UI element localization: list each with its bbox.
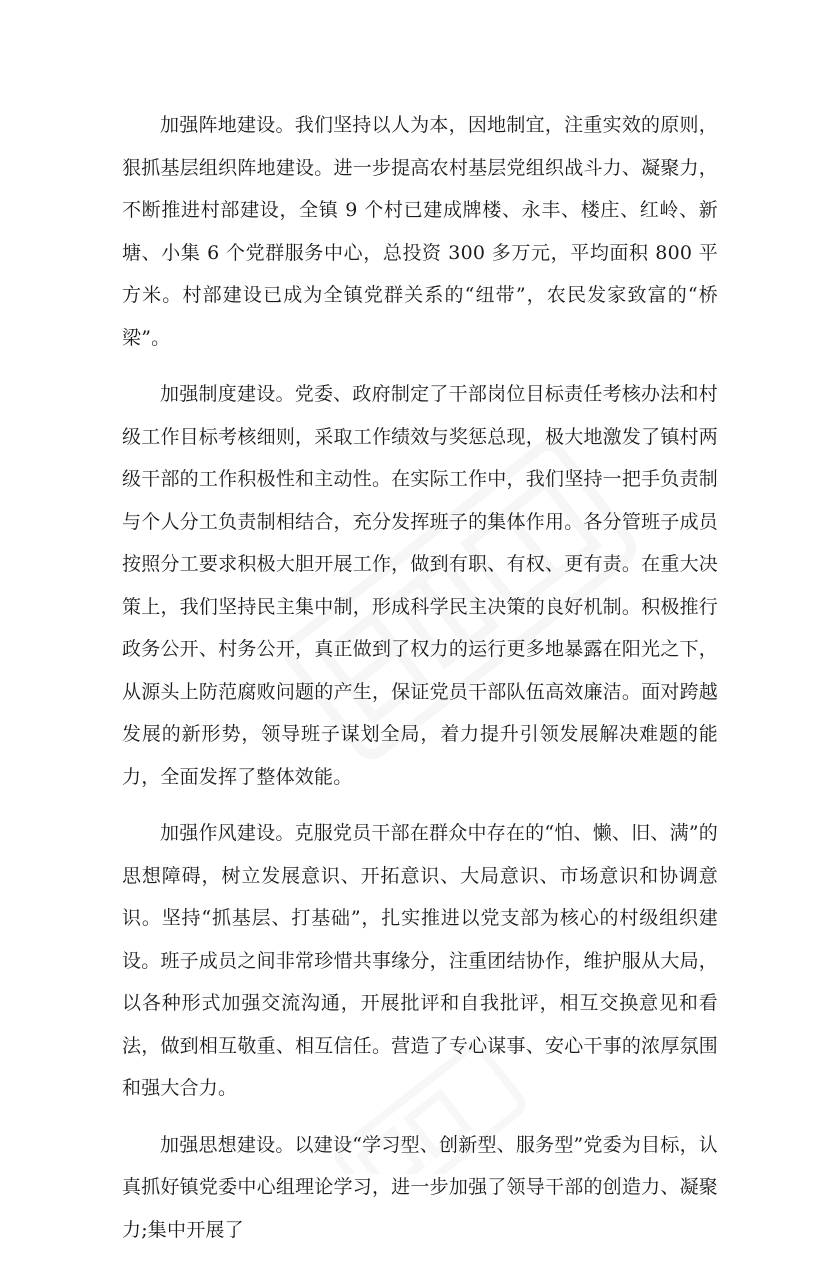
document-body — [122, 104, 718, 1265]
paragraph-style-building: 加强作风建设。克服党员干部在群众中存在的“怕、懒、旧、满”的思想障碍，树立发展意识、开拓意识、大局意识、市场意识和协调意识。坚持“抓基层、打基础”，扎实推进以党支部为核心的村级组织建设。班子成员之间非常珍惜共事缘分，注重团结协作，维护服从大局，以各种形式加强交流沟通，开展批评和自我批评，相互交换意见和看法，做到相互敬重、相互信任。营造了专心谋事、安心干事的浓厚氛围和强大合力。 — [122, 822, 718, 1099]
paragraph-ideology-building: 加强思想建设。以建设“学习型、创新型、服务型”党委为目标，认真抓好镇党委中心组理论学习，进一步加强了领导干部的创造力、凝聚力;集中开展了 — [122, 1133, 718, 1241]
paragraph-position-building: 加强阵地建设。我们坚持以人为本，因地制宜，注重实效的原则，狠抓基层组织阵地建设。进一步提高农村基层党组织战斗力、凝聚力，不断推进村部建设，全镇 9 个村已建成牌楼、永丰、楼庄、红岭、新塘、小集 6 个党群服务中心，总投资 300 多万元，平均面积 800 平方米。村部建设已成为全镇党群关系的“纽带”，农民发家致富的“桥梁”。 — [122, 114, 718, 349]
paragraph-system-building: 加强制度建设。党委、政府制定了干部岗位目标责任考核办法和村级工作目标考核细则，采取工作绩效与奖惩总现，极大地激发了镇村两级干部的工作积极性和主动性。在实际工作中，我们坚持一把手负责制与个人分工负责制相结合，充分发挥班子的集体作用。各分管班子成员按照分工要求积极大胆开展工作，做到有职、有权、更有责。在重大决策上，我们坚持民主集中制，形成科学民主决策的良好机制。积极推行政务公开、村务公开，真正做到了权力的运行更多地暴露在阳光之下，从源头上防范腐败问题的产生，保证党员干部队伍高效廉洁。面对跨越发展的新形势，领导班子谋划全局，着力提升引领发展解决难题的能力，全面发挥了整体效能。 — [122, 383, 718, 788]
